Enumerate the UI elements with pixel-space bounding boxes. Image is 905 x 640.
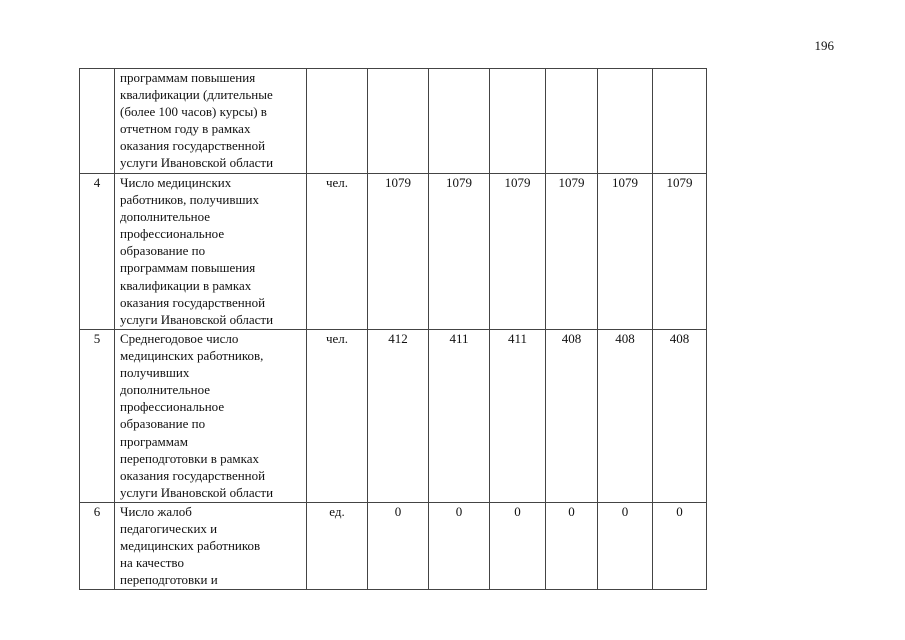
value-cell — [368, 69, 429, 174]
value-cell: 0 — [653, 503, 707, 590]
indicator-name-cell: программам повышения квалификации (длительные (более 100 часов) курсы) в отчетном году в рамках оказания государственной услуги Ивановской области — [115, 69, 307, 174]
value-cell — [546, 69, 598, 174]
indicator-name-cell: Число медицинских работников, получивших дополнительное профессиональное образование по программам повышения квалификации в рамках оказания государственной услуги Ивановской области — [115, 174, 307, 330]
value-cell — [490, 69, 546, 174]
value-cell: 0 — [368, 503, 429, 590]
unit-cell: чел. — [307, 174, 368, 330]
value-cell: 412 — [368, 330, 429, 503]
value-cell: 1079 — [429, 174, 490, 330]
value-cell: 408 — [653, 330, 707, 503]
row-number-cell: 6 — [80, 503, 115, 590]
value-cell: 1079 — [598, 174, 653, 330]
value-cell: 411 — [429, 330, 490, 503]
table-row — [80, 503, 707, 590]
value-cell: 1079 — [368, 174, 429, 330]
table-row — [80, 174, 707, 330]
unit-cell: чел. — [307, 330, 368, 503]
value-cell: 411 — [490, 330, 546, 503]
table-row — [80, 330, 707, 503]
row-number-cell: 4 — [80, 174, 115, 330]
value-cell: 1079 — [490, 174, 546, 330]
row-number-cell — [80, 69, 115, 174]
indicator-name-cell: Число жалоб педагогических и медицинских работников на качество переподготовки и — [115, 503, 307, 590]
value-cell: 0 — [429, 503, 490, 590]
value-cell: 0 — [598, 503, 653, 590]
value-cell — [653, 69, 707, 174]
indicator-name-cell: Среднегодовое число медицинских работников, получивших дополнительное профессиональное образование по программам переподготовки в рамках оказания государственной услуги Ивановской области — [115, 330, 307, 503]
page-number: 196 — [814, 38, 834, 53]
value-cell: 408 — [546, 330, 598, 503]
indicator-table — [79, 68, 707, 590]
table-row — [80, 69, 707, 174]
value-cell: 1079 — [653, 174, 707, 330]
row-number-cell: 5 — [80, 330, 115, 503]
value-cell — [429, 69, 490, 174]
unit-cell — [307, 69, 368, 174]
value-cell: 1079 — [546, 174, 598, 330]
value-cell: 0 — [490, 503, 546, 590]
value-cell: 0 — [546, 503, 598, 590]
value-cell — [598, 69, 653, 174]
value-cell: 408 — [598, 330, 653, 503]
unit-cell: ед. — [307, 503, 368, 590]
